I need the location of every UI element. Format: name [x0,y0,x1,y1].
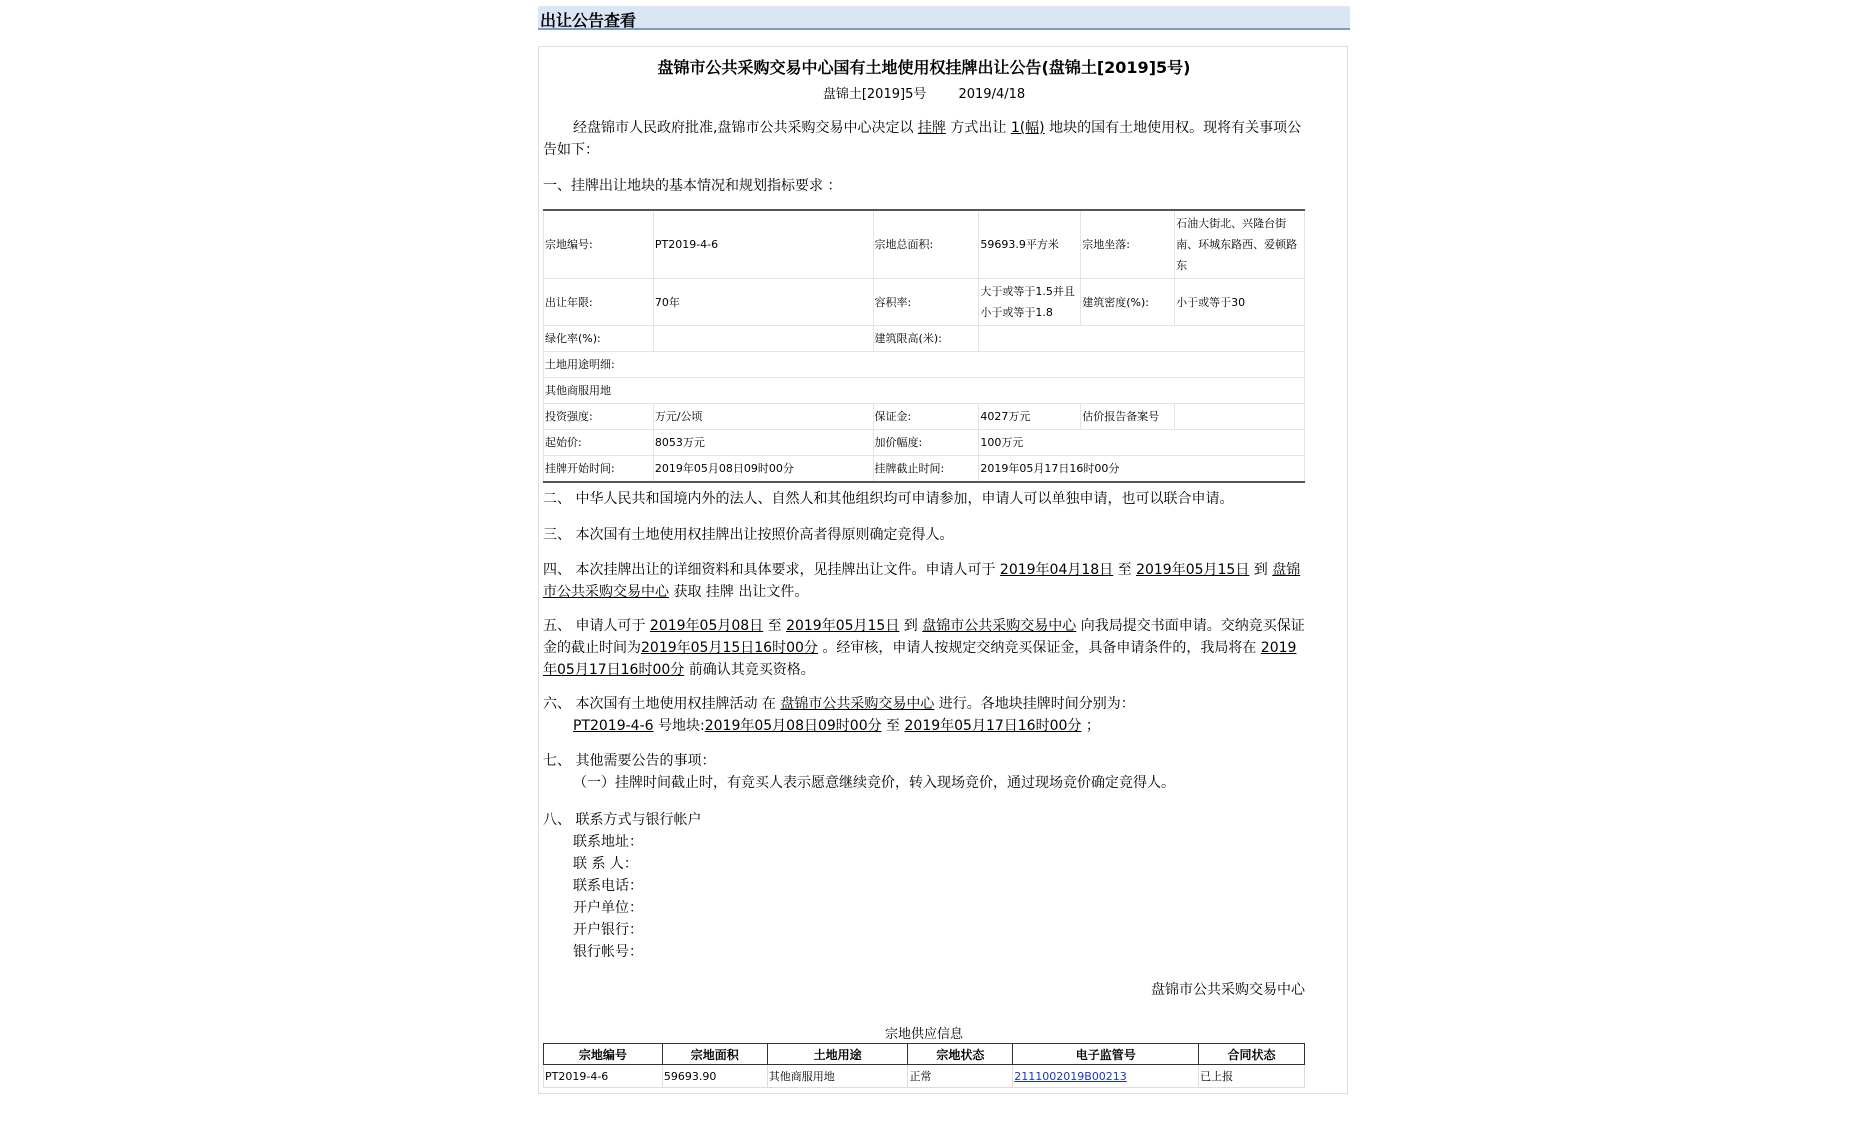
col-header: 宗地状态 [908,1044,1013,1065]
s7-heading: 七、 其他需要公告的事项： [543,753,716,769]
far-value: 大于或等于1.5并且小于或等于1.8 [979,279,1081,326]
section3: 三、 本次国有土地使用权挂牌出让按照价高者得原则确定竞得人。 [543,527,954,543]
supply-table [543,1043,1305,1088]
bank-account: 银行帐号： [573,944,643,960]
s4-date-1: 2019年04月18日 [999,562,1114,578]
listing-start-label: 挂牌开始时间: [544,456,654,483]
intro-paragraph [543,117,1305,161]
location-label: 宗地坐落: [1081,210,1175,279]
signature: 盘锦市公共采购交易中心 [1151,982,1305,998]
table-row [544,326,1305,352]
s5-text-c: 向我局提交书面申请。交纳竞买保证金的截止时间为 [543,618,1305,656]
green-label: 绿化率(%): [544,326,654,352]
area-label: 宗地总面积: [873,210,979,279]
table-row [544,279,1305,326]
section7 [543,750,1305,794]
area-value: 59693.9平方米 [979,210,1081,279]
deposit-value: 4027万元 [979,404,1081,430]
location-value: 石油大街北、兴隆台街南、环城东路西、爱顿路东 [1175,210,1305,279]
s5-text-b: 到 [899,618,923,634]
intro-method: 挂牌 [917,120,946,136]
s6-end: ； [1081,718,1100,734]
density-value: 小于或等于30 [1175,279,1305,326]
s6-place: 盘锦市公共采购交易中心 [780,696,935,712]
supervision-link[interactable]: 2111002019B00213 [1014,1069,1127,1083]
s5-to: 至 [763,618,787,634]
table-row [544,1065,1305,1088]
intro-text-a: 经盘锦市人民政府批准,盘锦市公共采购交易中心决定以 [573,120,918,136]
density-label: 建筑密度(%): [1081,279,1175,326]
s6-text-b: 进行。各地块挂牌时间分别为： [934,696,1135,712]
s6-text-a: 六、 本次国有土地使用权挂牌活动 在 [543,696,781,712]
term-value: 70年 [653,279,873,326]
supply-header-row [544,1044,1305,1065]
supply-status: 正常 [908,1065,1013,1088]
table-row [544,378,1305,404]
s4-place: 盘锦市公共采购交易中心 [543,562,1301,600]
s6-date-1: 2019年05月08日09时00分 [704,718,882,734]
notice-date: 2019/4/18 [958,87,1026,102]
table-row [544,352,1305,378]
far-label: 容积率: [873,279,979,326]
intro-text-c: 地块的国有土地使用权。现将有关事项公告如下： [543,120,1302,158]
s6-date-2: 2019年05月17日16时00分 [904,718,1082,734]
page-title: 出让公告查看 [540,11,637,30]
section6 [543,693,1305,737]
supply-area: 59693.90 [662,1065,767,1088]
notice-panel [538,46,1348,1094]
s5-date-1: 2019年05月08日 [649,618,764,634]
s6-text-c: 号地块: [653,718,705,734]
use-value: 其他商服用地 [544,378,1305,404]
s7-item: （一）挂牌时间截止时，有竞买人表示愿意继续竞价，转入现场竞价，通过现场竞价确定竞得人。 [573,775,1175,791]
s4-text-a: 四、 本次挂牌出让的详细资料和具体要求，见挂牌出让文件。申请人可于 [543,562,1000,578]
appraisal-label: 估价报告备案号 [1081,404,1175,430]
s4-to: 至 [1113,562,1137,578]
s8-heading: 八、 联系方式与银行帐户 [543,812,702,828]
green-value [653,326,873,352]
supply-contract-status: 已上报 [1199,1065,1305,1088]
s4-date-2: 2019年05月15日 [1136,562,1250,578]
deposit-label: 保证金: [873,404,979,430]
notice-subtitle [543,83,1305,102]
table-row [544,456,1305,483]
table-row [544,430,1305,456]
s4-text-c: 获取 挂牌 出让文件。 [669,584,809,600]
section8 [543,809,1305,963]
s5-text-d: 。经审核，申请人按规定交纳竞买保证金，具备申请条件的，我局将在 [817,640,1261,656]
col-header: 合同状态 [1199,1044,1305,1065]
term-label: 出让年限: [544,279,654,326]
s5-date-4: 2019年05月17日16时00分 [543,640,1297,678]
supply-caption: 宗地供应信息 [884,1027,963,1042]
parcel-no-value: PT2019-4-6 [653,210,873,279]
section2: 二、 中华人民共和国境内外的法人、自然人和其他组织均可申请参加，申请人可以单独申请，也可以联合申请。 [543,491,1234,507]
parcel-info-table [543,209,1305,483]
notice-number: 盘锦土[2019]5号 [822,87,927,102]
invest-value: 万元/公顷 [653,404,873,430]
supply-parcel-no: PT2019-4-6 [544,1065,663,1088]
invest-label: 投资强度: [544,404,654,430]
contact-phone: 联系电话： [573,878,643,894]
bank-name: 开户银行： [573,922,643,938]
s6-to: 至 [881,718,905,734]
notice-title: 盘锦市公共采购交易中心国有土地使用权挂牌出让公告(盘锦土[2019]5号) [657,58,1191,77]
s4-text-b: 到 [1249,562,1273,578]
intro-text-b: 方式出让 [945,120,1011,136]
col-header: 土地用途 [767,1044,908,1065]
start-price-value: 8053万元 [653,430,873,456]
listing-start-value: 2019年05月08日09时00分 [653,456,873,483]
section4 [543,559,1305,603]
col-header: 电子监管号 [1013,1044,1199,1065]
height-label: 建筑限高(米): [873,326,979,352]
s5-place: 盘锦市公共采购交易中心 [922,618,1077,634]
header-bar [538,6,1350,30]
col-header: 宗地面积 [662,1044,767,1065]
table-row [544,404,1305,430]
col-header: 宗地编号 [544,1044,663,1065]
intro-count: 1(幅) [1010,120,1045,136]
s5-date-2: 2019年05月15日 [786,618,900,634]
section5 [543,615,1305,681]
increment-label: 加价幅度: [873,430,979,456]
table-row [544,210,1305,279]
parcel-no-label: 宗地编号: [544,210,654,279]
section1-heading: 一、挂牌出让地块的基本情况和规划指标要求 ： [543,178,842,194]
bank-unit: 开户单位： [573,900,643,916]
s6-parcel: PT2019-4-6 [573,718,654,734]
s5-text-e: 前确认其竞买资格。 [684,662,815,678]
appraisal-value [1175,404,1305,430]
contact-person: 联 系 人： [573,856,638,872]
contact-address: 联系地址： [573,834,643,850]
listing-end-label: 挂牌截止时间: [873,456,979,483]
supply-use: 其他商服用地 [767,1065,908,1088]
s5-text-a: 五、 申请人可于 [543,618,650,634]
start-price-label: 起始价: [544,430,654,456]
s5-date-3: 2019年05月15日16时00分 [641,640,818,656]
use-label: 土地用途明细: [544,352,1305,378]
height-value [979,326,1305,352]
increment-value: 100万元 [979,430,1305,456]
supply-supervision-no [1013,1065,1199,1088]
listing-end-value: 2019年05月17日16时00分 [979,456,1305,483]
